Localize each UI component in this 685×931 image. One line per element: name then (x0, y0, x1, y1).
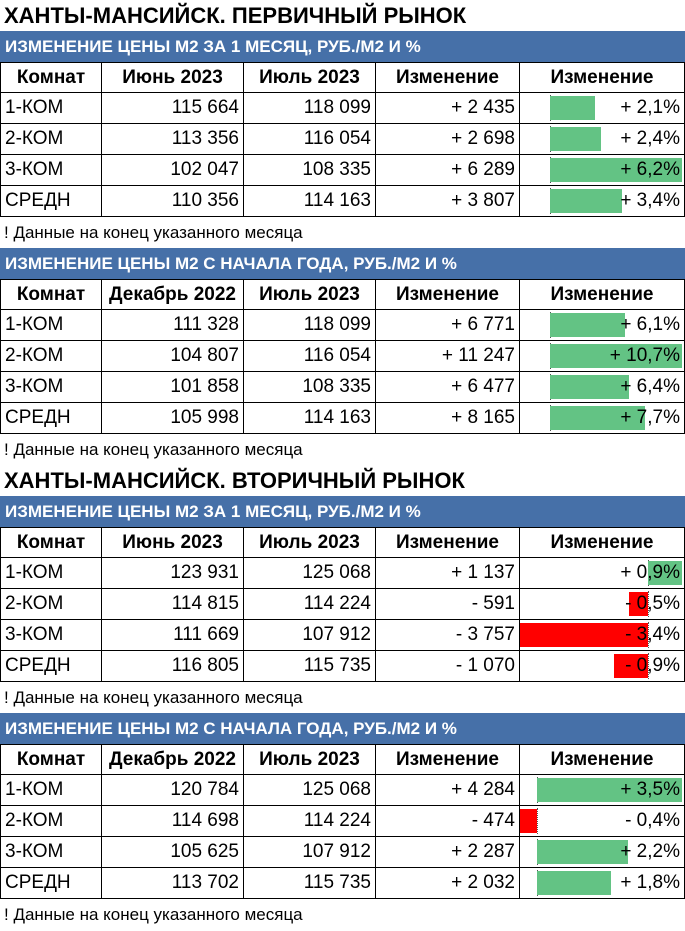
curr-price-cell[interactable]: 125 068 (244, 775, 376, 806)
curr-price-cell[interactable]: 115 735 (244, 651, 376, 682)
price-table (0, 527, 685, 682)
data-bar (550, 375, 629, 399)
curr-price-cell[interactable]: 107 912 (244, 620, 376, 651)
curr-price-cell[interactable]: 118 099 (244, 93, 376, 124)
curr-price-cell[interactable]: 108 335 (244, 155, 376, 186)
column-header[interactable]: Комнат (0, 744, 102, 775)
pct-change-cell[interactable] (520, 837, 685, 868)
abs-change-cell[interactable]: + 2 435 (376, 93, 520, 124)
zero-axis-line (537, 808, 538, 834)
data-bar (550, 189, 622, 213)
pct-change-cell[interactable] (520, 93, 685, 124)
row-label-cell[interactable]: 3-КОМ (0, 372, 102, 403)
pct-change-cell[interactable] (520, 620, 685, 651)
pct-change-label: + 2,1% (620, 97, 680, 118)
price-table (0, 744, 685, 899)
table-band-header: ИЗМЕНЕНИЕ ЦЕНЫ М2 С НАЧАЛА ГОДА, РУБ./М2 И % (0, 713, 685, 744)
data-bar (520, 809, 537, 833)
pct-change-label: - 0,9% (625, 655, 680, 676)
row-label-cell[interactable]: 2-КОМ (0, 124, 102, 155)
pct-change-label: + 6,4% (620, 376, 680, 397)
table-footnote: ! Данные на конец указанного месяца (4, 905, 303, 924)
curr-price-cell[interactable]: 114 224 (244, 806, 376, 837)
row-label-cell[interactable]: СРЕДН (0, 651, 102, 682)
abs-change-cell[interactable]: + 6 289 (376, 155, 520, 186)
pct-change-label: - 0,4% (625, 810, 680, 831)
column-header[interactable]: Комнат (0, 62, 102, 93)
prev-price-cell[interactable]: 101 858 (102, 372, 244, 403)
row-label-cell[interactable]: 3-КОМ (0, 620, 102, 651)
prev-price-cell[interactable]: 105 625 (102, 837, 244, 868)
prev-price-cell[interactable]: 120 784 (102, 775, 244, 806)
abs-change-cell[interactable]: + 11 247 (376, 341, 520, 372)
column-header[interactable]: Июль 2023 (244, 279, 376, 310)
pct-change-cell[interactable] (520, 341, 685, 372)
abs-change-cell[interactable]: + 3 807 (376, 186, 520, 217)
column-header[interactable]: Изменение (520, 279, 685, 310)
pct-change-cell[interactable] (520, 310, 685, 341)
row-label-cell[interactable]: СРЕДН (0, 868, 102, 899)
column-header[interactable]: Июль 2023 (244, 62, 376, 93)
abs-change-cell[interactable]: - 474 (376, 806, 520, 837)
column-header[interactable]: Июнь 2023 (102, 527, 244, 558)
pct-change-cell[interactable] (520, 186, 685, 217)
price-table (0, 62, 685, 217)
pct-change-label: + 3,4% (620, 190, 680, 211)
curr-price-cell[interactable]: 115 735 (244, 868, 376, 899)
abs-change-cell[interactable]: + 8 165 (376, 403, 520, 434)
abs-change-cell[interactable]: - 591 (376, 589, 520, 620)
column-header[interactable]: Изменение (376, 527, 520, 558)
column-header[interactable]: Изменение (520, 527, 685, 558)
row-label-cell[interactable]: 2-КОМ (0, 341, 102, 372)
prev-price-cell[interactable]: 114 698 (102, 806, 244, 837)
column-header[interactable]: Июнь 2023 (102, 62, 244, 93)
table-footnote: ! Данные на конец указанного месяца (4, 688, 303, 707)
pct-change-label: + 2,2% (620, 841, 680, 862)
abs-change-cell[interactable]: + 6 477 (376, 372, 520, 403)
prev-price-cell[interactable]: 111 669 (102, 620, 244, 651)
row-label-cell[interactable]: 3-КОМ (0, 837, 102, 868)
pct-change-label: + 2,4% (620, 128, 680, 149)
prev-price-cell[interactable]: 115 664 (102, 93, 244, 124)
pct-change-cell[interactable] (520, 155, 685, 186)
abs-change-cell[interactable]: - 1 070 (376, 651, 520, 682)
pct-change-label: + 0,9% (620, 562, 680, 583)
prev-price-cell[interactable]: 114 815 (102, 589, 244, 620)
table-band-header: ИЗМЕНЕНИЕ ЦЕНЫ М2 С НАЧАЛА ГОДА, РУБ./М2 И % (0, 248, 685, 279)
pct-change-cell[interactable] (520, 124, 685, 155)
curr-price-cell[interactable]: 108 335 (244, 372, 376, 403)
pct-change-cell[interactable] (520, 806, 685, 837)
row-label-cell[interactable]: 2-КОМ (0, 589, 102, 620)
prev-price-cell[interactable]: 110 356 (102, 186, 244, 217)
prev-price-cell[interactable]: 105 998 (102, 403, 244, 434)
abs-change-cell[interactable]: + 2 287 (376, 837, 520, 868)
column-header[interactable]: Июль 2023 (244, 527, 376, 558)
row-label-cell[interactable]: 1-КОМ (0, 93, 102, 124)
abs-change-cell[interactable]: + 4 284 (376, 775, 520, 806)
prev-price-cell[interactable]: 111 328 (102, 310, 244, 341)
data-bar (537, 840, 628, 864)
table-band-header: ИЗМЕНЕНИЕ ЦЕНЫ М2 ЗА 1 МЕСЯЦ, РУБ./М2 И % (0, 31, 685, 62)
section-title: ХАНТЫ-МАНСИЙСК. ПЕРВИЧНЫЙ РЫНОК (4, 3, 467, 28)
row-label-cell[interactable]: СРЕДН (0, 403, 102, 434)
abs-change-cell[interactable]: + 6 771 (376, 310, 520, 341)
prev-price-cell[interactable]: 123 931 (102, 558, 244, 589)
column-header[interactable]: Июль 2023 (244, 744, 376, 775)
column-header[interactable]: Декабрь 2022 (102, 279, 244, 310)
table-band-header: ИЗМЕНЕНИЕ ЦЕНЫ М2 ЗА 1 МЕСЯЦ, РУБ./М2 И % (0, 496, 685, 527)
data-bar (550, 313, 625, 337)
abs-change-cell[interactable]: + 1 137 (376, 558, 520, 589)
data-bar (537, 871, 612, 895)
table-footnote: ! Данные на конец указанного месяца (4, 223, 303, 242)
pct-change-cell[interactable] (520, 372, 685, 403)
abs-change-cell[interactable]: + 2 698 (376, 124, 520, 155)
curr-price-cell[interactable]: 107 912 (244, 837, 376, 868)
pct-change-label: + 6,1% (620, 314, 680, 335)
row-label-cell[interactable]: 1-КОМ (0, 558, 102, 589)
pct-change-label: + 10,7% (609, 345, 680, 366)
curr-price-cell[interactable]: 125 068 (244, 558, 376, 589)
pct-change-label: - 3,4% (625, 624, 680, 645)
column-header[interactable]: Изменение (520, 744, 685, 775)
curr-price-cell[interactable]: 114 163 (244, 186, 376, 217)
price-table (0, 279, 685, 434)
prev-price-cell[interactable]: 102 047 (102, 155, 244, 186)
prev-price-cell[interactable]: 113 702 (102, 868, 244, 899)
abs-change-cell[interactable]: + 2 032 (376, 868, 520, 899)
curr-price-cell[interactable]: 114 224 (244, 589, 376, 620)
pct-change-label: + 3,5% (620, 779, 680, 800)
pct-change-cell[interactable] (520, 403, 685, 434)
column-header[interactable]: Изменение (376, 744, 520, 775)
column-header[interactable]: Комнат (0, 279, 102, 310)
pct-change-cell[interactable] (520, 558, 685, 589)
curr-price-cell[interactable]: 116 054 (244, 341, 376, 372)
pct-change-label: + 6,2% (620, 159, 680, 180)
abs-change-cell[interactable]: - 3 757 (376, 620, 520, 651)
column-header[interactable]: Комнат (0, 527, 102, 558)
row-label-cell[interactable]: СРЕДН (0, 186, 102, 217)
curr-price-cell[interactable]: 114 163 (244, 403, 376, 434)
table-footnote: ! Данные на конец указанного месяца (4, 440, 303, 459)
column-header[interactable]: Изменение (520, 62, 685, 93)
row-label-cell[interactable]: 1-КОМ (0, 775, 102, 806)
pct-change-cell[interactable] (520, 589, 685, 620)
pct-change-label: - 0,5% (625, 593, 680, 614)
prev-price-cell[interactable]: 116 805 (102, 651, 244, 682)
data-bar (550, 96, 595, 120)
pct-change-cell[interactable] (520, 651, 685, 682)
curr-price-cell[interactable]: 118 099 (244, 310, 376, 341)
data-bar (550, 127, 601, 151)
pct-change-label: + 7,7% (620, 407, 680, 428)
pct-change-cell[interactable] (520, 775, 685, 806)
column-header[interactable]: Изменение (376, 62, 520, 93)
row-label-cell[interactable]: 3-КОМ (0, 155, 102, 186)
row-label-cell[interactable]: 1-КОМ (0, 310, 102, 341)
pct-change-cell[interactable] (520, 868, 685, 899)
curr-price-cell[interactable]: 116 054 (244, 124, 376, 155)
prev-price-cell[interactable]: 113 356 (102, 124, 244, 155)
pct-change-label: + 1,8% (620, 872, 680, 893)
prev-price-cell[interactable]: 104 807 (102, 341, 244, 372)
section-title: ХАНТЫ-МАНСИЙСК. ВТОРИЧНЫЙ РЫНОК (4, 468, 465, 493)
column-header[interactable]: Декабрь 2022 (102, 744, 244, 775)
column-header[interactable]: Изменение (376, 279, 520, 310)
row-label-cell[interactable]: 2-КОМ (0, 806, 102, 837)
